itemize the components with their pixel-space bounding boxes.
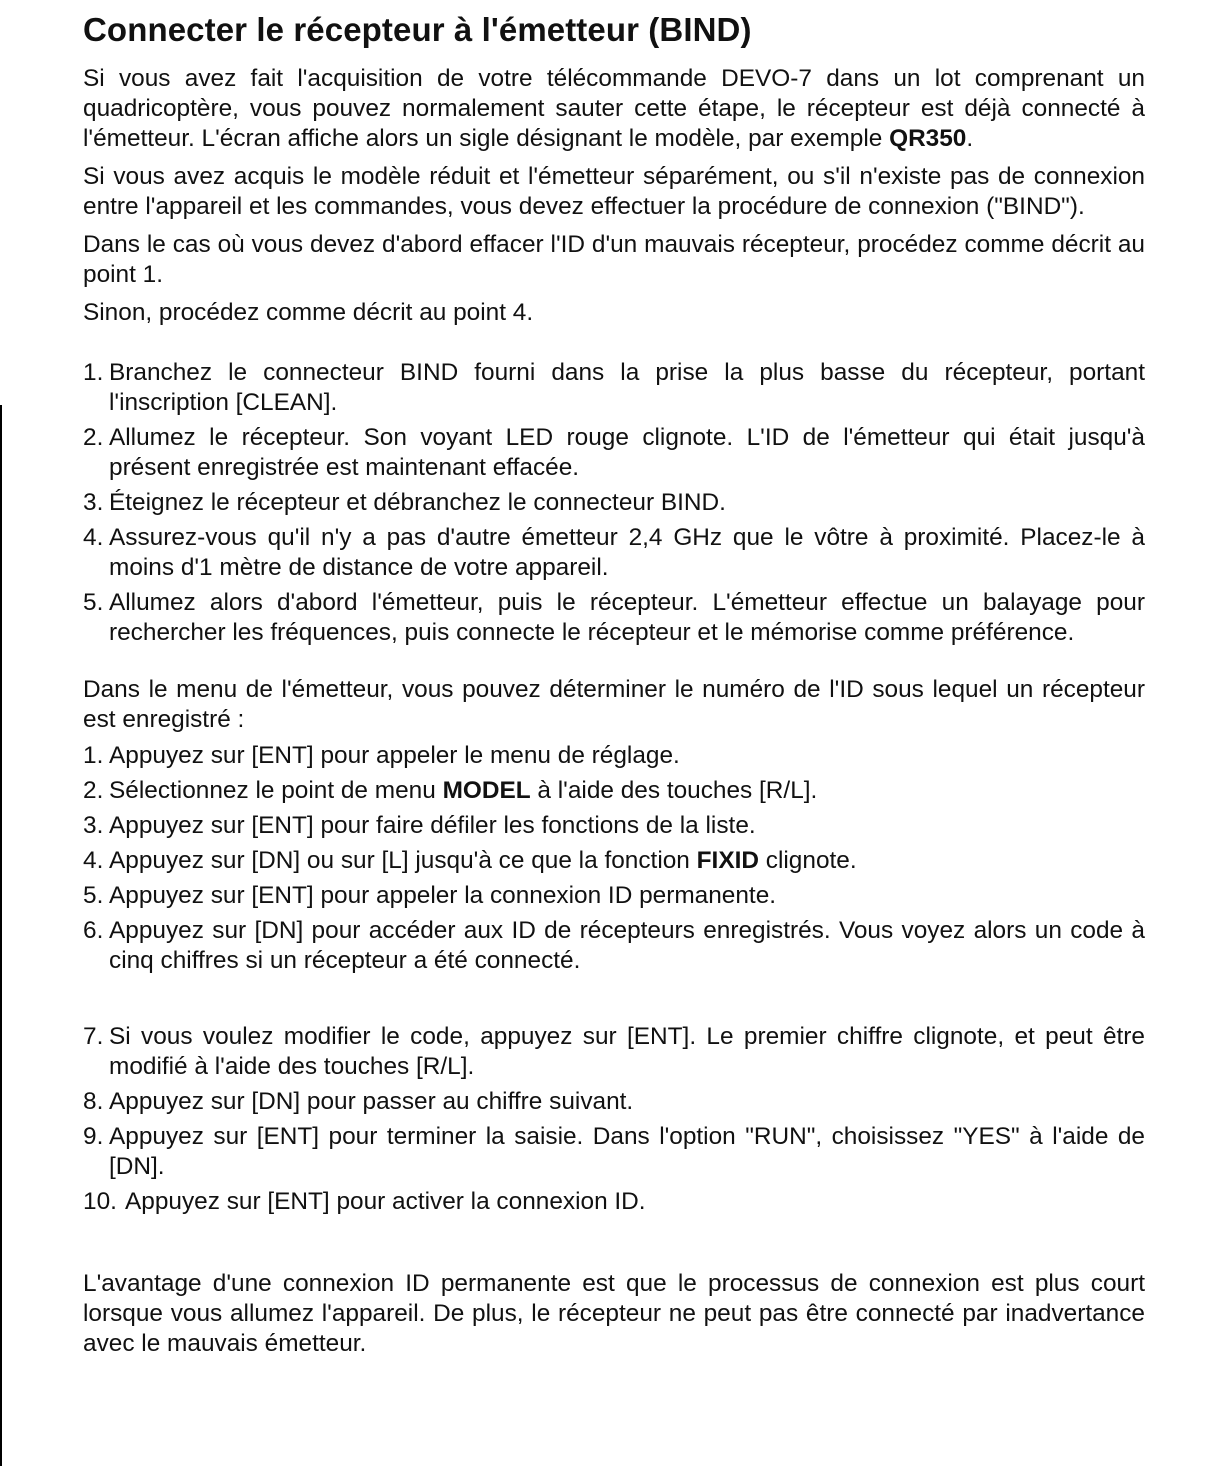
step-number: 7. (83, 1023, 104, 1050)
step-number: 1. (83, 742, 104, 769)
step-text (109, 776, 1145, 806)
step-number: 6. (83, 917, 104, 944)
step-number: 2. (83, 777, 104, 804)
intro-paragraph-1-end: . (966, 125, 974, 152)
list-item (83, 1087, 1145, 1117)
step-text: Appuyez sur [DN] pour passer au chiffre suivant. (109, 1088, 634, 1115)
menu-steps-list-continued (83, 1022, 1145, 1217)
step-number: 8. (83, 1088, 104, 1115)
list-item (83, 423, 1145, 483)
list-item (83, 846, 1145, 876)
model-code: QR350 (889, 125, 967, 152)
step-text: Éteignez le récepteur et débranchez le connecteur BIND. (109, 489, 726, 516)
step-text-pre: Appuyez sur [DN] ou sur [L] jusqu'à ce que la fonction (109, 847, 697, 874)
list-item (83, 523, 1145, 583)
step-text: Branchez le connecteur BIND fourni dans la prise la plus basse du récepteur, portant l'inscription [CLEAN]. (109, 359, 1145, 416)
step-text: Appuyez sur [ENT] pour terminer la saisie. Dans l'option "RUN", choisissez "YES" à l'aide de [DN]. (109, 1123, 1145, 1180)
menu-point-model: MODEL (442, 777, 531, 804)
list-item (83, 881, 1145, 911)
step-number: 2. (83, 424, 104, 451)
step-text (109, 846, 1145, 876)
list-item (83, 776, 1145, 806)
list-item (83, 1122, 1145, 1182)
step-text: Si vous voulez modifier le code, appuyez sur [ENT]. Le premier chiffre clignote, et peut être modifié à l'aide des touches [R/L]. (109, 1023, 1145, 1080)
left-margin-rule (0, 405, 2, 1466)
step-text: Appuyez sur [DN] pour accéder aux ID de récepteurs enregistrés. Vous voyez alors un code à cinq chiffres si un récepteur a été connecté. (109, 917, 1145, 974)
step-text: Appuyez sur [ENT] pour appeler la connexion ID permanente. (109, 882, 777, 909)
intro-paragraph-4: Sinon, procédez comme décrit au point 4. (83, 299, 534, 326)
list-item (83, 1022, 1145, 1082)
intro-paragraph-1 (83, 64, 1145, 154)
step-text: Allumez le récepteur. Son voyant LED rouge clignote. L'ID de l'émetteur qui était jusqu'à présent enregistrée est maintenant effacée. (109, 424, 1145, 481)
step-number: 9. (83, 1123, 104, 1150)
list-item (83, 488, 1145, 518)
step-number: 4. (83, 847, 104, 874)
step-number: 3. (83, 489, 104, 516)
list-item (83, 588, 1145, 648)
step-number: 10. (83, 1188, 117, 1215)
section-title: Connecter le récepteur à l'émetteur (BIND) (83, 11, 752, 48)
step-number: 5. (83, 589, 104, 616)
function-fixid: FIXID (696, 847, 759, 874)
list-item (83, 358, 1145, 418)
advantage-paragraph: L'avantage d'une connexion ID permanente est que le processus de connexion est plus court lorsque vous allumez l'appareil. De plus, le récepteur ne peut pas être connecté par inadvertance avec le mauvais émetteur. (83, 1270, 1145, 1357)
list-item (83, 811, 1145, 841)
step-text: Allumez alors d'abord l'émetteur, puis le récepteur. L'émetteur effectue un balayage pour rechercher les fréquences, puis connecte le récepteur et le mémorise comme préférence. (109, 589, 1145, 646)
list-item (83, 741, 1145, 771)
step-text: Appuyez sur [ENT] pour appeler le menu de réglage. (109, 742, 680, 769)
intro-paragraph-3: Dans le cas où vous devez d'abord effacer l'ID d'un mauvais récepteur, procédez comme décrit au point 1. (83, 231, 1145, 288)
step-text: Assurez-vous qu'il n'y a pas d'autre émetteur 2,4 GHz que le vôtre à proximité. Placez-le à moins d'1 mètre de distance de votre appareil. (109, 524, 1145, 581)
document-page (83, 8, 1145, 1367)
list-item (83, 1187, 1145, 1217)
step-number: 4. (83, 524, 104, 551)
intro-paragraph-1-text: Si vous avez fait l'acquisition de votre télécommande DEVO-7 dans un lot comprenant un quadricoptère, vous pouvez normalement sauter cette étape, le récepteur est déjà connecté à l'émetteur. L'écran affiche alors un sigle désignant le modèle, par exemple (83, 65, 1145, 152)
list-item (83, 916, 1145, 976)
intro-paragraph-2: Si vous avez acquis le modèle réduit et l'émetteur séparément, ou s'il n'existe pas de connexion entre l'appareil et les commandes, vous devez effectuer la procédure de connexion ("BIND"). (83, 163, 1145, 220)
bind-steps-list (83, 358, 1145, 648)
menu-steps-list (83, 741, 1145, 976)
step-number: 5. (83, 882, 104, 909)
step-text: Appuyez sur [ENT] pour activer la connexion ID. (125, 1188, 646, 1215)
step-number: 1. (83, 359, 104, 386)
step-number: 3. (83, 812, 104, 839)
menu-intro-paragraph: Dans le menu de l'émetteur, vous pouvez déterminer le numéro de l'ID sous lequel un récepteur est enregistré : (83, 676, 1145, 733)
step-text: Appuyez sur [ENT] pour faire défiler les fonctions de la liste. (109, 812, 756, 839)
step-text-post: clignote. (759, 847, 857, 874)
step-text-post: à l'aide des touches [R/L]. (530, 777, 818, 804)
step-text-pre: Sélectionnez le point de menu (109, 777, 443, 804)
